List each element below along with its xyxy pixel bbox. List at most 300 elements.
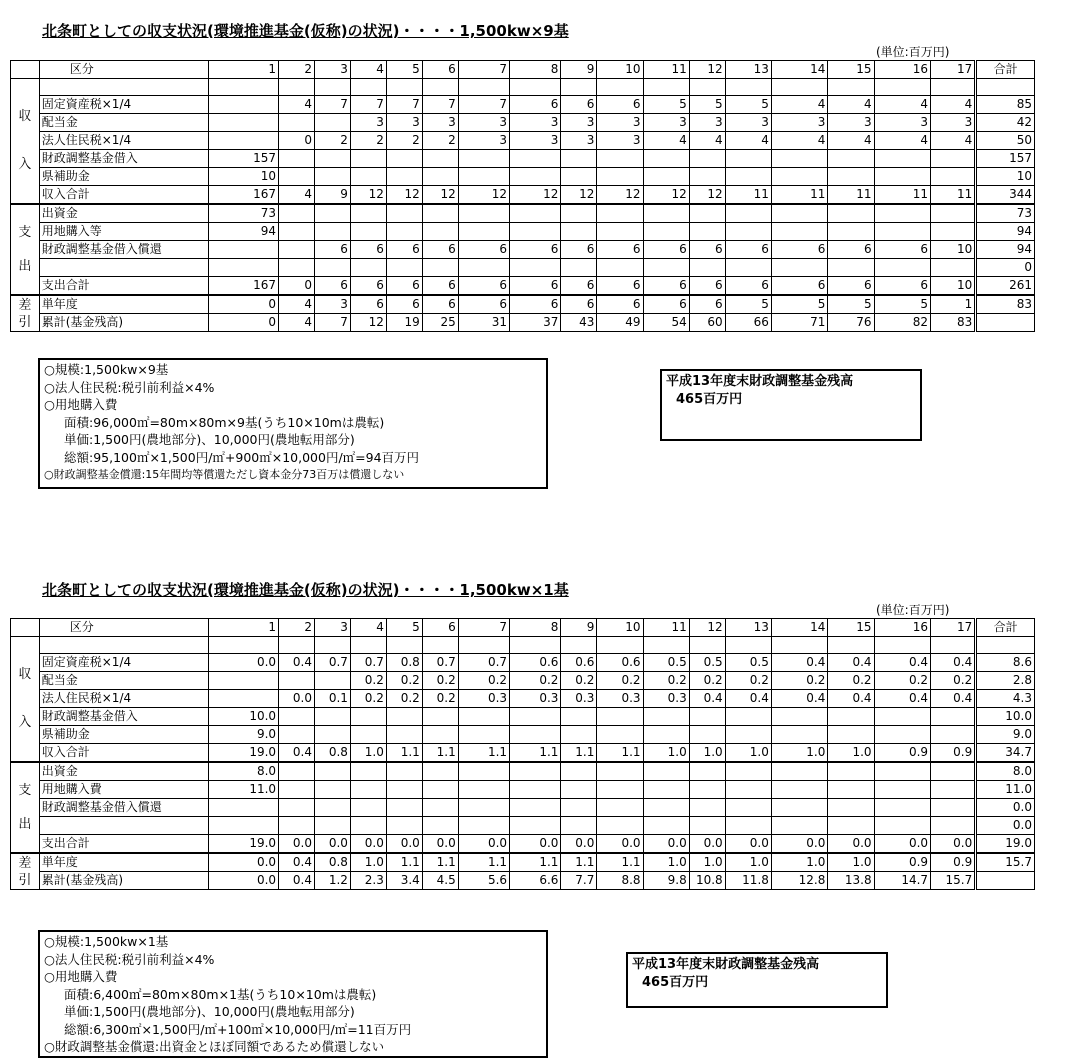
cell-value <box>689 708 725 726</box>
row-label: 支出合計 <box>39 277 208 296</box>
cell-value <box>209 132 279 150</box>
cell-value <box>643 223 689 241</box>
cell-value: 0.0 <box>209 654 279 672</box>
cell-value <box>314 114 350 132</box>
header-year: 3 <box>314 619 350 637</box>
cell-value: 0.0 <box>874 835 930 854</box>
note-tax: ○法人住民税:税引前利益×4% <box>44 951 215 967</box>
header-year: 16 <box>874 619 930 637</box>
cell-value <box>561 79 597 96</box>
cell-value: 0.2 <box>725 672 771 690</box>
cell-value <box>510 637 561 654</box>
cell-value: 0.3 <box>510 690 561 708</box>
cell-value: 19 <box>386 314 422 332</box>
cell-value: 1.0 <box>828 744 874 763</box>
cell-value: 5 <box>643 96 689 114</box>
header-year: 10 <box>597 619 643 637</box>
cell-value <box>314 672 350 690</box>
cell-value: 0.4 <box>931 690 976 708</box>
cell-value <box>689 79 725 96</box>
cell-value: 12 <box>350 314 386 332</box>
cell-value: 6.6 <box>510 872 561 890</box>
cell-value: 6 <box>458 241 509 259</box>
table-row <box>11 132 1035 150</box>
cell-value <box>279 79 315 96</box>
cell-value <box>725 637 771 654</box>
cell-total: 9.0 <box>976 726 1035 744</box>
cell-total: 10.0 <box>976 708 1035 726</box>
cell-value: 0.6 <box>510 654 561 672</box>
cell-value <box>689 726 725 744</box>
header-year: 13 <box>725 619 771 637</box>
cell-value <box>386 168 422 186</box>
cell-value: 0.4 <box>279 872 315 890</box>
cell-value: 0.0 <box>561 835 597 854</box>
cell-value: 11 <box>771 186 827 205</box>
sheet2-title: 北条町としての収支状況(環境推進基金(仮称)の状況)・・・・1,500kw×1基 <box>42 581 569 599</box>
header-year: 14 <box>771 619 827 637</box>
cell-value: 6 <box>828 241 874 259</box>
cell-value: 0.0 <box>350 835 386 854</box>
cell-value: 6 <box>725 241 771 259</box>
cell-value <box>874 781 930 799</box>
cell-value: 11 <box>931 186 976 205</box>
table-row <box>11 223 1035 241</box>
header-year: 1 <box>209 619 279 637</box>
cell-value: 6 <box>689 277 725 296</box>
sheet2-fund-box <box>626 952 888 1008</box>
cell-value <box>279 223 315 241</box>
cell-value: 5 <box>828 295 874 314</box>
cell-value: 6 <box>422 295 458 314</box>
row-label: 固定資産税×1/4 <box>39 96 208 114</box>
cell-value <box>597 223 643 241</box>
header-year: 1 <box>209 61 279 79</box>
cell-value: 6 <box>643 295 689 314</box>
table-row <box>11 781 1035 799</box>
cell-value: 0.5 <box>643 654 689 672</box>
cell-value <box>279 637 315 654</box>
cell-value: 0.4 <box>689 690 725 708</box>
group-char: 支 <box>18 782 32 798</box>
cell-value: 1.1 <box>561 853 597 872</box>
cell-value <box>874 79 930 96</box>
cell-value: 6 <box>510 241 561 259</box>
cell-value: 7 <box>458 96 509 114</box>
table-row <box>11 708 1035 726</box>
cell-value <box>561 223 597 241</box>
cell-value <box>209 96 279 114</box>
fund-amount: 465百万円 <box>676 392 743 407</box>
cell-value: 4 <box>279 96 315 114</box>
cell-value <box>314 781 350 799</box>
table-row <box>11 295 1035 314</box>
cell-value <box>314 150 350 168</box>
cell-value: 0.2 <box>458 672 509 690</box>
cell-value: 7 <box>386 96 422 114</box>
cell-value <box>931 817 976 835</box>
cell-value: 6 <box>597 96 643 114</box>
table-row <box>11 835 1035 854</box>
cell-value: 1.1 <box>422 853 458 872</box>
row-label: 法人住民税×1/4 <box>39 690 208 708</box>
group-char: 引 <box>18 314 32 330</box>
cell-value: 3.4 <box>386 872 422 890</box>
table-header-row <box>11 619 1035 637</box>
cell-value <box>350 708 386 726</box>
cell-value <box>771 817 827 835</box>
row-label: 出資金 <box>39 204 208 223</box>
cell-value <box>597 637 643 654</box>
group-char: 出 <box>18 816 32 832</box>
cell-value <box>597 762 643 781</box>
cell-value: 0.2 <box>828 672 874 690</box>
cell-value <box>386 781 422 799</box>
cell-value: 11 <box>725 186 771 205</box>
cell-total <box>976 79 1035 96</box>
cell-value: 31 <box>458 314 509 332</box>
sheet2-unit: (単位:百万円) <box>876 603 950 617</box>
cell-value <box>561 762 597 781</box>
table-row <box>11 259 1035 277</box>
cell-value <box>597 817 643 835</box>
cell-value: 6 <box>422 277 458 296</box>
cell-value <box>209 672 279 690</box>
cell-value <box>350 637 386 654</box>
note-total: 総額:95,100㎡×1,500円/㎡+900㎡×10,000円/㎡=94百万円 <box>64 449 420 465</box>
cell-value <box>689 762 725 781</box>
cell-value <box>597 204 643 223</box>
cell-value <box>279 708 315 726</box>
diff-group-label <box>11 853 40 890</box>
cell-value <box>725 817 771 835</box>
cell-value: 1.0 <box>350 744 386 763</box>
cell-value: 6 <box>561 295 597 314</box>
header-blank <box>11 619 40 637</box>
table-row <box>11 186 1035 205</box>
cell-value: 0.3 <box>643 690 689 708</box>
cell-value <box>725 259 771 277</box>
cell-value: 3 <box>561 132 597 150</box>
cell-value <box>458 223 509 241</box>
header-year: 13 <box>725 61 771 79</box>
cell-value <box>725 726 771 744</box>
cell-value: 6 <box>874 241 930 259</box>
cell-value: 6 <box>561 241 597 259</box>
cell-value <box>510 781 561 799</box>
cell-value <box>561 708 597 726</box>
cell-value: 66 <box>725 314 771 332</box>
cell-value: 60 <box>689 314 725 332</box>
header-year: 10 <box>597 61 643 79</box>
cell-value: 15.7 <box>931 872 976 890</box>
cell-value: 0.2 <box>561 672 597 690</box>
cell-value <box>874 726 930 744</box>
cell-value <box>422 799 458 817</box>
table-header-row <box>11 61 1035 79</box>
cell-value <box>643 708 689 726</box>
cell-value <box>597 781 643 799</box>
cell-value <box>597 168 643 186</box>
header-year: 8 <box>510 61 561 79</box>
cell-value <box>458 79 509 96</box>
cell-total: 50 <box>976 132 1035 150</box>
cell-value: 2.3 <box>350 872 386 890</box>
cell-value: 12 <box>561 186 597 205</box>
cell-value <box>597 799 643 817</box>
cell-value: 4 <box>279 295 315 314</box>
cell-value <box>828 726 874 744</box>
cell-value: 6 <box>874 277 930 296</box>
cell-value: 10 <box>209 168 279 186</box>
header-year: 11 <box>643 61 689 79</box>
cell-value: 6 <box>689 295 725 314</box>
cell-value <box>874 204 930 223</box>
header-total: 合計 <box>976 619 1035 637</box>
cell-value: 11 <box>828 186 874 205</box>
cell-value: 0 <box>209 295 279 314</box>
cell-value: 9.8 <box>643 872 689 890</box>
cell-value <box>279 672 315 690</box>
cell-value <box>771 150 827 168</box>
cell-value: 19.0 <box>209 835 279 854</box>
cell-value <box>561 781 597 799</box>
cell-value: 7 <box>350 96 386 114</box>
cell-value <box>510 168 561 186</box>
cell-value <box>386 150 422 168</box>
cell-value: 0.0 <box>771 835 827 854</box>
cell-value <box>458 708 509 726</box>
header-year: 15 <box>828 61 874 79</box>
cell-value <box>771 204 827 223</box>
cell-value <box>386 799 422 817</box>
header-year: 11 <box>643 619 689 637</box>
cell-value <box>458 637 509 654</box>
cell-value <box>874 259 930 277</box>
cell-value <box>386 204 422 223</box>
table-row <box>11 114 1035 132</box>
cell-value: 1.1 <box>422 744 458 763</box>
cell-value: 12 <box>350 186 386 205</box>
row-label: 財政調整基金借入償還 <box>39 799 208 817</box>
header-year: 14 <box>771 61 827 79</box>
cell-value: 0.0 <box>279 690 315 708</box>
cell-value: 10 <box>931 277 976 296</box>
cell-value: 6 <box>510 96 561 114</box>
cell-value: 0.4 <box>725 690 771 708</box>
cell-value <box>771 708 827 726</box>
cell-value: 4 <box>828 96 874 114</box>
cell-value <box>931 168 976 186</box>
header-year: 6 <box>422 61 458 79</box>
cell-value: 3 <box>643 114 689 132</box>
cell-value <box>386 726 422 744</box>
cell-value <box>209 79 279 96</box>
cell-value <box>314 817 350 835</box>
cell-value <box>350 204 386 223</box>
cell-value <box>314 79 350 96</box>
group-char: 出 <box>18 258 32 274</box>
cell-value <box>561 726 597 744</box>
cell-value <box>725 781 771 799</box>
row-label: 支出合計 <box>39 835 208 854</box>
sheet1-table <box>10 60 1035 332</box>
cell-value <box>725 204 771 223</box>
cell-value <box>279 781 315 799</box>
cell-value <box>561 150 597 168</box>
cell-value <box>561 799 597 817</box>
sheet2-notes <box>38 930 548 1058</box>
row-label: 用地購入費 <box>39 781 208 799</box>
cell-value: 4 <box>279 314 315 332</box>
cell-total: 4.3 <box>976 690 1035 708</box>
cell-value <box>725 762 771 781</box>
cell-value: 4 <box>874 96 930 114</box>
cell-value <box>279 114 315 132</box>
cell-value <box>931 223 976 241</box>
cell-value: 0.0 <box>279 835 315 854</box>
cell-value: 3 <box>771 114 827 132</box>
cell-value: 1.1 <box>597 744 643 763</box>
cell-value: 3 <box>597 114 643 132</box>
cell-value <box>561 259 597 277</box>
cell-value: 6 <box>422 241 458 259</box>
cell-value: 11 <box>874 186 930 205</box>
cell-value: 6 <box>643 241 689 259</box>
cell-value: 0.0 <box>458 835 509 854</box>
note-total: 総額:6,300㎡×1,500円/㎡+100㎡×10,000円/㎡=11百万円 <box>64 1021 412 1037</box>
cell-value <box>561 168 597 186</box>
cell-value: 0.7 <box>314 654 350 672</box>
row-label: 配当金 <box>39 114 208 132</box>
cell-value <box>458 259 509 277</box>
cell-total: 261 <box>976 277 1035 296</box>
cell-value: 2 <box>386 132 422 150</box>
cell-value: 6 <box>643 277 689 296</box>
cell-value: 2 <box>422 132 458 150</box>
header-year: 3 <box>314 61 350 79</box>
cell-value <box>510 79 561 96</box>
row-label <box>39 259 208 277</box>
cell-value: 6 <box>510 277 561 296</box>
cell-value <box>510 726 561 744</box>
cell-value: 0.9 <box>874 853 930 872</box>
cell-total: 34.7 <box>976 744 1035 763</box>
cell-value: 3 <box>689 114 725 132</box>
cell-value: 1.1 <box>458 744 509 763</box>
cell-value <box>422 708 458 726</box>
cell-value: 1.0 <box>771 744 827 763</box>
cell-value <box>422 781 458 799</box>
cell-value: 1.0 <box>771 853 827 872</box>
cell-value <box>931 726 976 744</box>
cell-value <box>422 168 458 186</box>
cell-value: 6 <box>510 295 561 314</box>
cell-value <box>386 79 422 96</box>
cell-total: 8.6 <box>976 654 1035 672</box>
cell-value: 1.1 <box>510 853 561 872</box>
cell-value <box>422 637 458 654</box>
row-label <box>39 79 208 96</box>
cell-value: 6 <box>458 295 509 314</box>
cell-value: 0.2 <box>689 672 725 690</box>
cell-value <box>931 259 976 277</box>
cell-value <box>279 168 315 186</box>
cell-value <box>279 726 315 744</box>
cell-value <box>458 168 509 186</box>
cell-value: 12 <box>689 186 725 205</box>
sheet1-title: 北条町としての収支状況(環境推進基金(仮称)の状況)・・・・1,500kw×9基 <box>42 22 569 40</box>
cell-value: 10.8 <box>689 872 725 890</box>
cell-value <box>510 259 561 277</box>
expense-group-label <box>11 204 40 295</box>
sheet1-unit: (単位:百万円) <box>876 45 950 59</box>
header-category: 区分 <box>39 61 208 79</box>
cell-value: 71 <box>771 314 827 332</box>
cell-value <box>458 204 509 223</box>
cell-value <box>350 168 386 186</box>
cell-value <box>209 114 279 132</box>
cell-value <box>209 241 279 259</box>
row-label: 出資金 <box>39 762 208 781</box>
note-repay: ○財政調整基金償還:出資金とほぼ同額であるため償還しない <box>44 1039 385 1054</box>
cell-value: 3 <box>597 132 643 150</box>
cell-value: 1.1 <box>458 853 509 872</box>
cell-value: 6 <box>561 96 597 114</box>
table-row <box>11 314 1035 332</box>
cell-value <box>386 817 422 835</box>
cell-value: 0.0 <box>422 835 458 854</box>
cell-value: 6 <box>386 241 422 259</box>
cell-total: 8.0 <box>976 762 1035 781</box>
cell-value: 0.2 <box>643 672 689 690</box>
cell-value: 0.2 <box>597 672 643 690</box>
cell-value <box>771 799 827 817</box>
note-land: ○用地購入費 <box>44 969 118 984</box>
cell-value <box>643 762 689 781</box>
cell-value: 1.0 <box>725 853 771 872</box>
cell-value: 1.0 <box>643 853 689 872</box>
cell-value <box>350 223 386 241</box>
cell-value <box>828 168 874 186</box>
cell-value <box>458 726 509 744</box>
cell-value <box>828 223 874 241</box>
cell-value <box>771 726 827 744</box>
cell-value <box>386 259 422 277</box>
table-row <box>11 79 1035 96</box>
cell-value: 0.3 <box>561 690 597 708</box>
cell-value <box>314 223 350 241</box>
cell-value: 0.4 <box>279 654 315 672</box>
cell-value <box>314 204 350 223</box>
cell-value: 6 <box>771 277 827 296</box>
table-row <box>11 204 1035 223</box>
note-tax: ○法人住民税:税引前利益×4% <box>44 379 215 395</box>
cell-value: 1.0 <box>350 853 386 872</box>
cell-value: 0.5 <box>689 654 725 672</box>
cell-value: 1.1 <box>386 853 422 872</box>
cell-value: 0.4 <box>828 690 874 708</box>
cell-value <box>510 223 561 241</box>
cell-total: 157 <box>976 150 1035 168</box>
cell-total: 94 <box>976 241 1035 259</box>
cell-value <box>828 79 874 96</box>
table-row <box>11 726 1035 744</box>
diff-group-label <box>11 295 40 332</box>
header-year: 7 <box>458 619 509 637</box>
cell-value: 5 <box>874 295 930 314</box>
cell-total: 42 <box>976 114 1035 132</box>
